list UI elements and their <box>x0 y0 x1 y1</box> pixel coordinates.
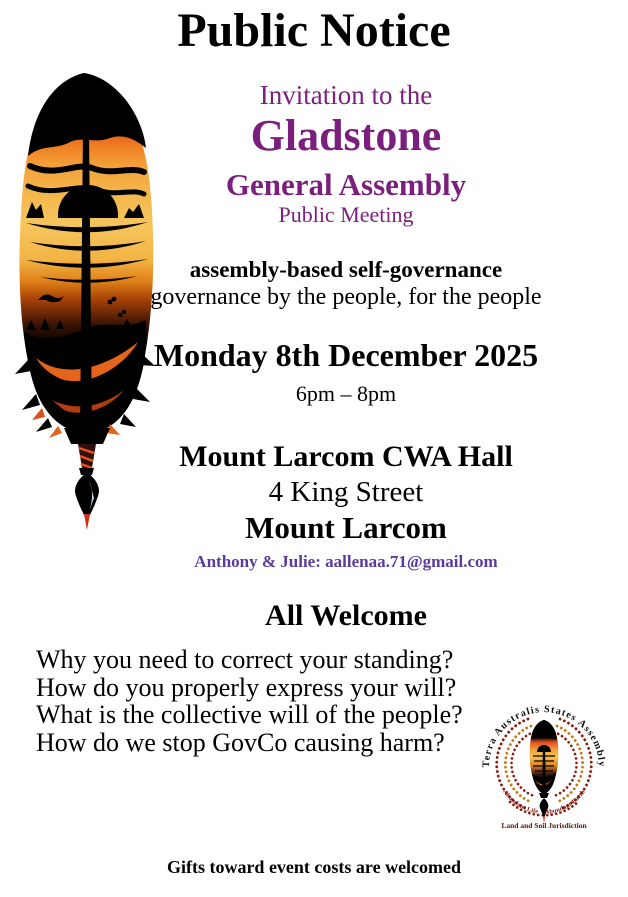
question-line: How do we stop GovCo causing harm? <box>36 727 445 757</box>
tagline-bold: assembly-based self-governance <box>189 257 503 282</box>
question-line: What is the collective will of the people? <box>36 700 463 729</box>
terra-australis-states-assembly-seal <box>478 700 610 832</box>
meeting-type: Public Meeting <box>278 202 414 227</box>
assembly-name: General Assembly <box>225 167 467 202</box>
event-town: Mount Larcom <box>245 510 447 545</box>
event-street: 4 King Street <box>268 476 424 508</box>
invitation-intro: Invitation to the <box>259 80 433 110</box>
contact-line: Anthony & Julie: aallenaa.71@gmail.com <box>194 552 498 571</box>
questions-list <box>36 646 516 756</box>
seal-arc-top-text: Terra Australis States Assembly <box>480 704 608 768</box>
question-line: How do you properly express your will? <box>36 672 457 702</box>
tagline-normal: governance by the people, for the people <box>150 284 542 310</box>
event-time: 6pm – 8pm <box>295 381 397 406</box>
seal-caption-text: Land and Soil Jurisdiction <box>501 821 587 830</box>
footer-note: Gifts toward event costs are welcomed <box>166 857 462 877</box>
event-date: Monday 8th December 2025 <box>153 337 539 373</box>
question-line: Why you need to correct your standing? <box>36 645 454 674</box>
city-name: Gladstone <box>250 111 442 160</box>
page-title: Public Notice <box>177 4 451 57</box>
seal-arc-bottom-text: Abundant Life Abundant Earth <box>501 788 587 816</box>
event-venue: Mount Larcom CWA Hall <box>179 440 513 473</box>
all-welcome-heading: All Welcome <box>265 599 427 632</box>
